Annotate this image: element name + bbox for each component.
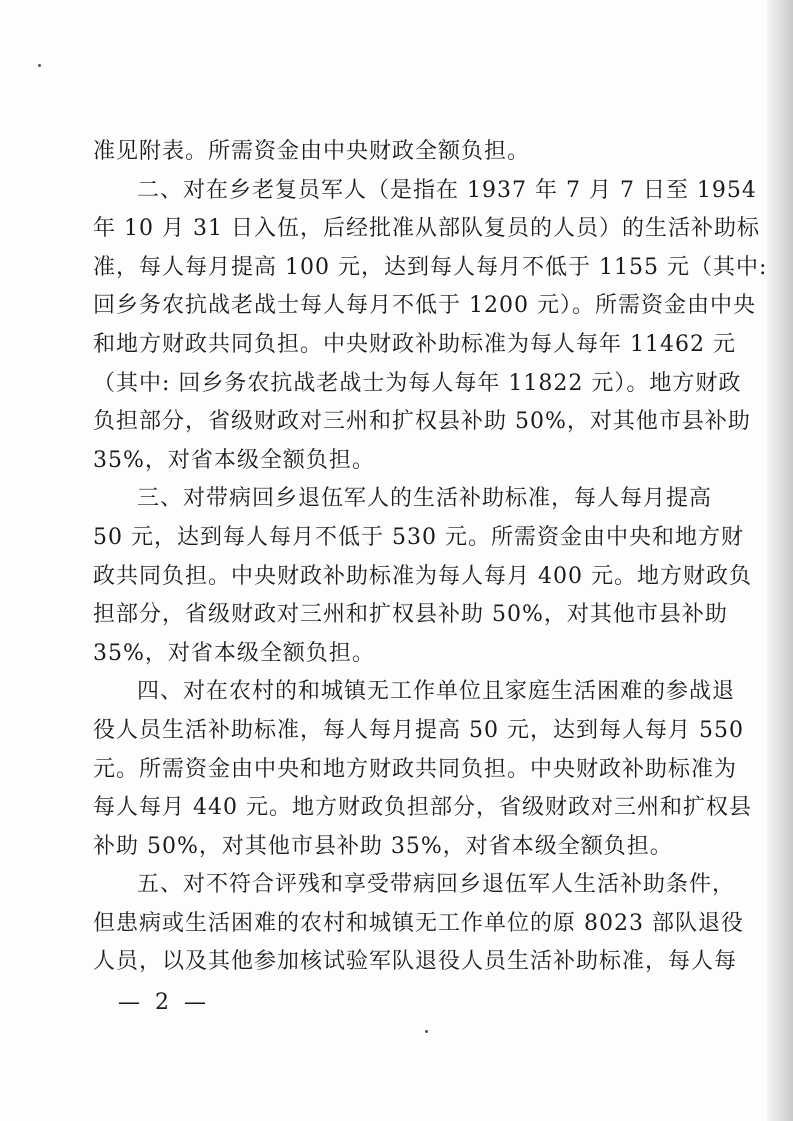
text-line: 每人每月 440 元。地方财政负担部分，省级财政对三州和扩权县 <box>93 795 752 821</box>
paragraph-2-start: 二、对在乡老复员军人（是指在 1937 年 7 月 7 日至 1954 <box>137 177 757 203</box>
paragraph-4-start: 四、对在农村的和城镇无工作单位且家庭生活困难的参战退 <box>137 679 736 705</box>
text-line: 元。所需资金由中央和地方财政共同负担。中央财政补助标准为 <box>93 756 738 782</box>
text-line: 政共同负担。中央财政补助标准为每人每月 400 元。地方财政负 <box>93 563 752 589</box>
page-number: — 2 — <box>118 990 210 1015</box>
text-line: 50 元，达到每人每月不低于 530 元。所需资金由中央和地方财 <box>93 524 744 550</box>
text-line: 担部分，省级财政对三州和扩权县补助 50%，对其他市县补助 <box>93 602 728 628</box>
text-line: 准，每人每月提高 100 元，达到每人每月不低于 1155 元（其中: <box>93 254 768 280</box>
text-line: 人员，以及其他参加核试验军队退役人员生活补助标准，每人每 <box>93 949 738 975</box>
text-line: 35%，对省本级全额负担。 <box>93 447 375 473</box>
text-line: 补助 50%，对其他市县补助 35%，对省本级全额负担。 <box>93 833 673 859</box>
text-line: 和地方财政共同负担。中央财政补助标准为每人每年 11462 元 <box>93 331 736 357</box>
paragraph-3-start: 三、对带病回乡退伍军人的生活补助标准，每人每月提高 <box>137 486 713 512</box>
text-line: 回乡务农抗战老战士每人每月不低于 1200 元）。所需资金由中央 <box>93 293 756 319</box>
scan-speck <box>425 1030 428 1033</box>
text-line: 准见附表。所需资金由中央财政全额负担。 <box>93 139 531 164</box>
text-line: 但患病或生活困难的农村和城镇无工作单位的原 8023 部队退役 <box>93 910 744 936</box>
paragraph-5-start: 五、对不符合评残和享受带病回乡退伍军人生活补助条件， <box>137 872 736 898</box>
text-line: 35%，对省本级全额负担。 <box>93 640 375 666</box>
text-line: （其中: 回乡务农抗战老战士为每人每年 11822 元）。地方财政 <box>93 370 742 396</box>
text-line: 年 10 月 31 日入伍，后经批准从部队复员的人员）的生活补助标 <box>93 216 760 242</box>
body-text <box>93 133 768 982</box>
scan-speck <box>38 64 41 67</box>
text-line: 负担部分，省级财政对三州和扩权县补助 50%，对其他市县补助 <box>93 409 751 435</box>
text-line: 役人员生活补助标准，每人每月提高 50 元，达到每人每月 550 <box>93 717 744 743</box>
scan-edge-shadow <box>767 0 793 1121</box>
